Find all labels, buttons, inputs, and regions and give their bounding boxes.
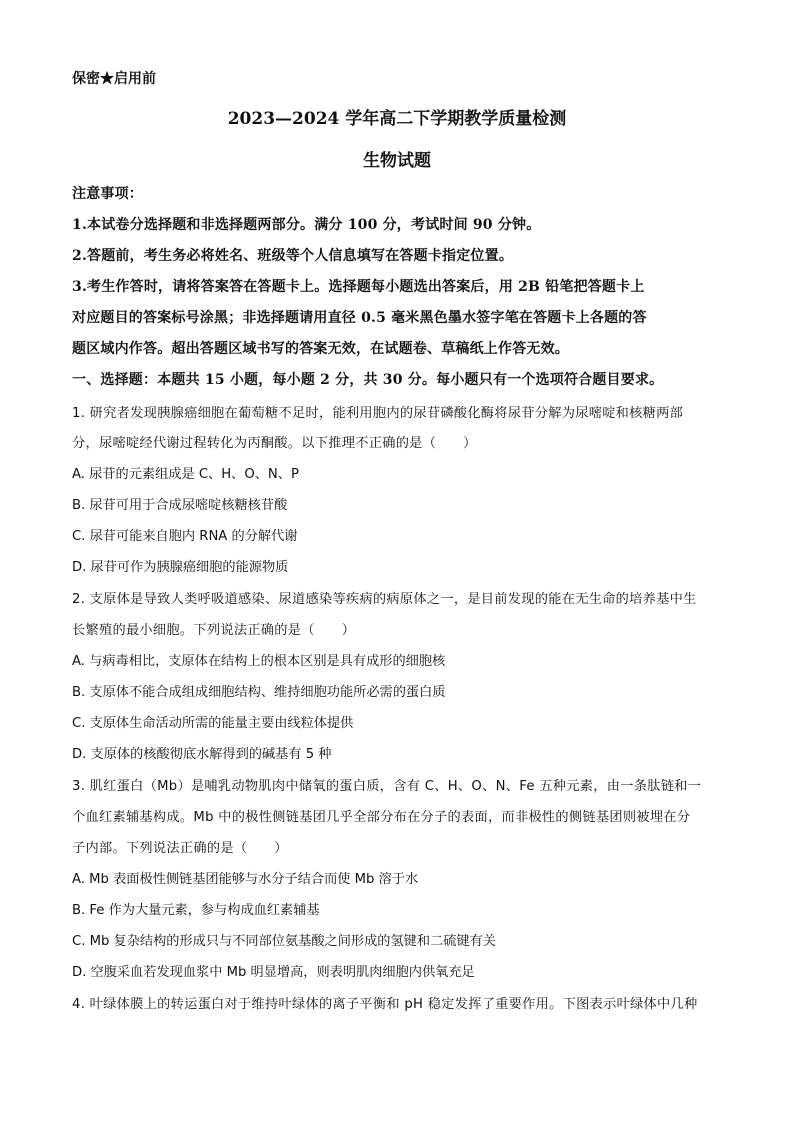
question-text: 子内部。下列说法正确的是（ ） xyxy=(72,841,288,856)
question-text: 长繁殖的最小细胞。下列说法正确的是（ ） xyxy=(72,623,356,638)
notice-line: 对应题目的答案标号涂黑；非选择题请用直径 0.5 毫米黑色墨水签字笔在答题卡上各题的答 xyxy=(72,310,647,326)
question-text: 1. 研究者发现胰腺癌细胞在葡萄糖不足时，能利用胞内的尿苷磷酸化酶将尿苷分解为尿嘧啶和核糖两部 xyxy=(72,406,684,421)
exam-subtitle: 生物试题 xyxy=(363,151,431,171)
question-text: 3. 肌红蛋白（Mb）是哺乳动物肌肉中储氧的蛋白质，含有 C、H、O、N、Fe 五种元素，由一条肽链和一 xyxy=(72,779,702,794)
notice-heading: 注意事项： xyxy=(72,186,143,202)
option-d: D. 尿苷可作为胰腺癌细胞的能源物质 xyxy=(72,560,289,575)
notice-line: 2.答题前，考生务必将姓名、班级等个人信息填写在答题卡指定位置。 xyxy=(72,248,514,264)
notice-line: 1.本试卷分选择题和非选择题两部分。满分 100 分，考试时间 90 分钟。 xyxy=(72,217,541,233)
option-a: A. 尿苷的元素组成是 C、H、O、N、P xyxy=(72,467,299,482)
question-text: 分，尿嘧啶经代谢过程转化为丙酮酸。以下推理不正确的是（ ） xyxy=(72,436,477,451)
exam-title: 2023—2024 学年高二下学期教学质量检测 xyxy=(227,109,567,129)
option-c: C. 支原体生命活动所需的能量主要由线粒体提供 xyxy=(72,716,354,731)
option-b: B. Fe 作为大量元素，参与构成血红素辅基 xyxy=(72,903,320,918)
option-c: C. 尿苷可能来自胞内 RNA 的分解代谢 xyxy=(72,529,298,544)
option-b: B. 支原体不能合成组成细胞结构、维持细胞功能所必需的蛋白质 xyxy=(72,685,446,700)
option-d: D. 支原体的核酸彻底水解得到的碱基有 5 种 xyxy=(72,747,332,762)
notice-line: 3.考生作答时，请将答案答在答题卡上。选择题每小题选出答案后，用 2B 铅笔把答题卡上 xyxy=(72,279,645,295)
confidential-label: 保密★启用前 xyxy=(72,71,156,87)
question-text: 4. 叶绿体膜上的转运蛋白对于维持叶绿体的离子平衡和 pH 稳定发挥了重要作用。下图表示叶绿体中几种 xyxy=(72,997,698,1012)
question-text: 2. 支原体是导致人类呼吸道感染、尿道感染等疾病的病原体之一，是目前发现的能在无生命的培养基中生 xyxy=(72,592,697,607)
section-heading: 一、选择题：本题共 15 小题，每小题 2 分，共 30 分。每小题只有一个选项符合题目要求。 xyxy=(72,372,664,388)
question-text: 个血红素辅基构成。Mb 中的极性侧链基团几乎全部分布在分子的表面，而非极性的侧链基团则被埋在分 xyxy=(72,810,691,825)
option-b: B. 尿苷可用于合成尿嘧啶核糖核苷酸 xyxy=(72,498,288,513)
notice-line: 题区域内作答。超出答题区域书写的答案无效，在试题卷、草稿纸上作答无效。 xyxy=(72,341,569,357)
option-a: A. Mb 表面极性侧链基团能够与水分子结合而使 Mb 溶于水 xyxy=(72,872,419,887)
option-a: A. 与病毒相比，支原体在结构上的根本区别是具有成形的细胞核 xyxy=(72,654,446,669)
option-c: C. Mb 复杂结构的形成只与不同部位氨基酸之间形成的氢键和二硫键有关 xyxy=(72,934,496,949)
option-d: D. 空腹采血若发现血浆中 Mb 明显增高，则表明肌肉细胞内供氧充足 xyxy=(72,965,475,980)
